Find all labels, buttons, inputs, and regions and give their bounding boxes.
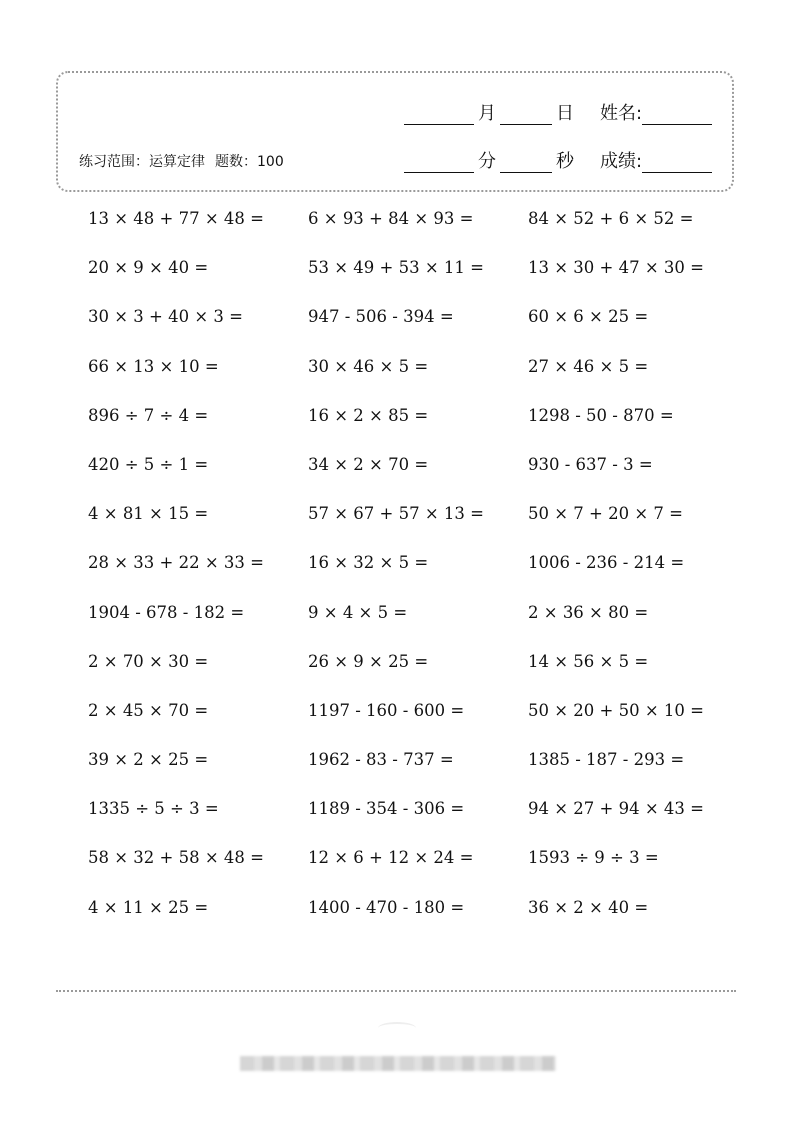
problem: 1400 - 470 - 180 = [308, 897, 465, 917]
name-blank[interactable] [642, 106, 712, 125]
score-label: 成绩: [600, 151, 643, 172]
month-blank[interactable] [404, 106, 474, 125]
second-label: 秒 [556, 151, 574, 172]
problem: 1197 - 160 - 600 = [308, 700, 465, 720]
problem: 1006 - 236 - 214 = [528, 553, 685, 573]
problem: 14 × 56 × 5 = [528, 651, 649, 671]
problem: 1298 - 50 - 870 = [528, 405, 674, 425]
count-label: 题数：100 [215, 154, 284, 170]
problem-row [88, 504, 748, 553]
problem: 896 ÷ 7 ÷ 4 = [88, 405, 209, 425]
problem: 50 × 20 + 50 × 10 = [528, 700, 704, 720]
problem: 6 × 93 + 84 × 93 = [308, 209, 474, 228]
problem: 16 × 2 × 85 = [308, 405, 429, 425]
problem-row [88, 799, 748, 848]
problem: 84 × 52 + 6 × 52 = [528, 209, 694, 228]
problem: 94 × 27 + 94 × 43 = [528, 799, 704, 819]
problem: 57 × 67 + 57 × 13 = [308, 504, 484, 524]
range-label: 练习范围：运算定律 [79, 154, 205, 170]
problem-row [88, 848, 748, 897]
problem: 36 × 2 × 40 = [528, 897, 649, 917]
problem: 1189 - 354 - 306 = [308, 799, 465, 819]
practice-range-line [79, 151, 284, 171]
problem: 2 × 45 × 70 = [88, 700, 209, 720]
problem: 50 × 7 + 20 × 7 = [528, 504, 684, 524]
problem: 66 × 13 × 10 = [88, 356, 219, 376]
problem-row [88, 307, 748, 356]
problem: 12 × 6 + 12 × 24 = [308, 848, 474, 868]
footer-mark-icon [378, 1022, 416, 1034]
problem: 2 × 70 × 30 = [88, 651, 209, 671]
problem: 420 ÷ 5 ÷ 1 = [88, 454, 209, 474]
problem: 20 × 9 × 40 = [88, 258, 209, 278]
bottom-divider [56, 990, 736, 992]
problem: 13 × 48 + 77 × 48 = [88, 209, 264, 228]
problem: 60 × 6 × 25 = [528, 307, 649, 327]
problem: 53 × 49 + 53 × 11 = [308, 258, 484, 278]
day-blank[interactable] [500, 106, 552, 125]
problem: 1385 - 187 - 293 = [528, 750, 685, 770]
date-name-row [404, 99, 712, 125]
minute-blank[interactable] [404, 154, 474, 173]
problem: 1962 - 83 - 737 = [308, 750, 454, 770]
time-score-row [404, 147, 712, 173]
problem: 1335 ÷ 5 ÷ 3 = [88, 799, 219, 819]
day-label: 日 [556, 103, 574, 124]
problem-row [88, 898, 748, 947]
problem-row [88, 258, 748, 307]
problem-row [88, 701, 748, 750]
second-blank[interactable] [500, 154, 552, 173]
problem: 30 × 46 × 5 = [308, 356, 429, 376]
problem: 2 × 36 × 80 = [528, 602, 649, 622]
problem: 39 × 2 × 25 = [88, 750, 209, 770]
problem: 4 × 81 × 15 = [88, 504, 209, 524]
problem-row [88, 209, 748, 258]
problem-row [88, 750, 748, 799]
problem-row [88, 357, 748, 406]
problem-grid [88, 209, 748, 947]
problem: 26 × 9 × 25 = [308, 651, 429, 671]
problem: 1593 ÷ 9 ÷ 3 = [528, 848, 659, 868]
problem: 27 × 46 × 5 = [528, 356, 649, 376]
problem-row [88, 603, 748, 652]
name-label: 姓名: [600, 103, 643, 124]
footer-blurred-text [240, 1056, 556, 1071]
problem-row [88, 553, 748, 602]
problem: 28 × 33 + 22 × 33 = [88, 553, 264, 573]
problem-row [88, 652, 748, 701]
problem: 930 - 637 - 3 = [528, 454, 653, 474]
minute-label: 分 [478, 151, 496, 172]
problem: 34 × 2 × 70 = [308, 454, 429, 474]
problem: 1904 - 678 - 182 = [88, 602, 245, 622]
problem: 9 × 4 × 5 = [308, 602, 408, 622]
month-label: 月 [478, 103, 496, 124]
problem-row [88, 455, 748, 504]
problem: 16 × 32 × 5 = [308, 553, 429, 573]
problem: 947 - 506 - 394 = [308, 307, 454, 327]
problem-row [88, 406, 748, 455]
score-blank[interactable] [642, 154, 712, 173]
header-box [56, 71, 734, 192]
problem: 58 × 32 + 58 × 48 = [88, 848, 264, 868]
problem: 30 × 3 + 40 × 3 = [88, 307, 244, 327]
problem: 4 × 11 × 25 = [88, 897, 209, 917]
problem: 13 × 30 + 47 × 30 = [528, 258, 704, 278]
